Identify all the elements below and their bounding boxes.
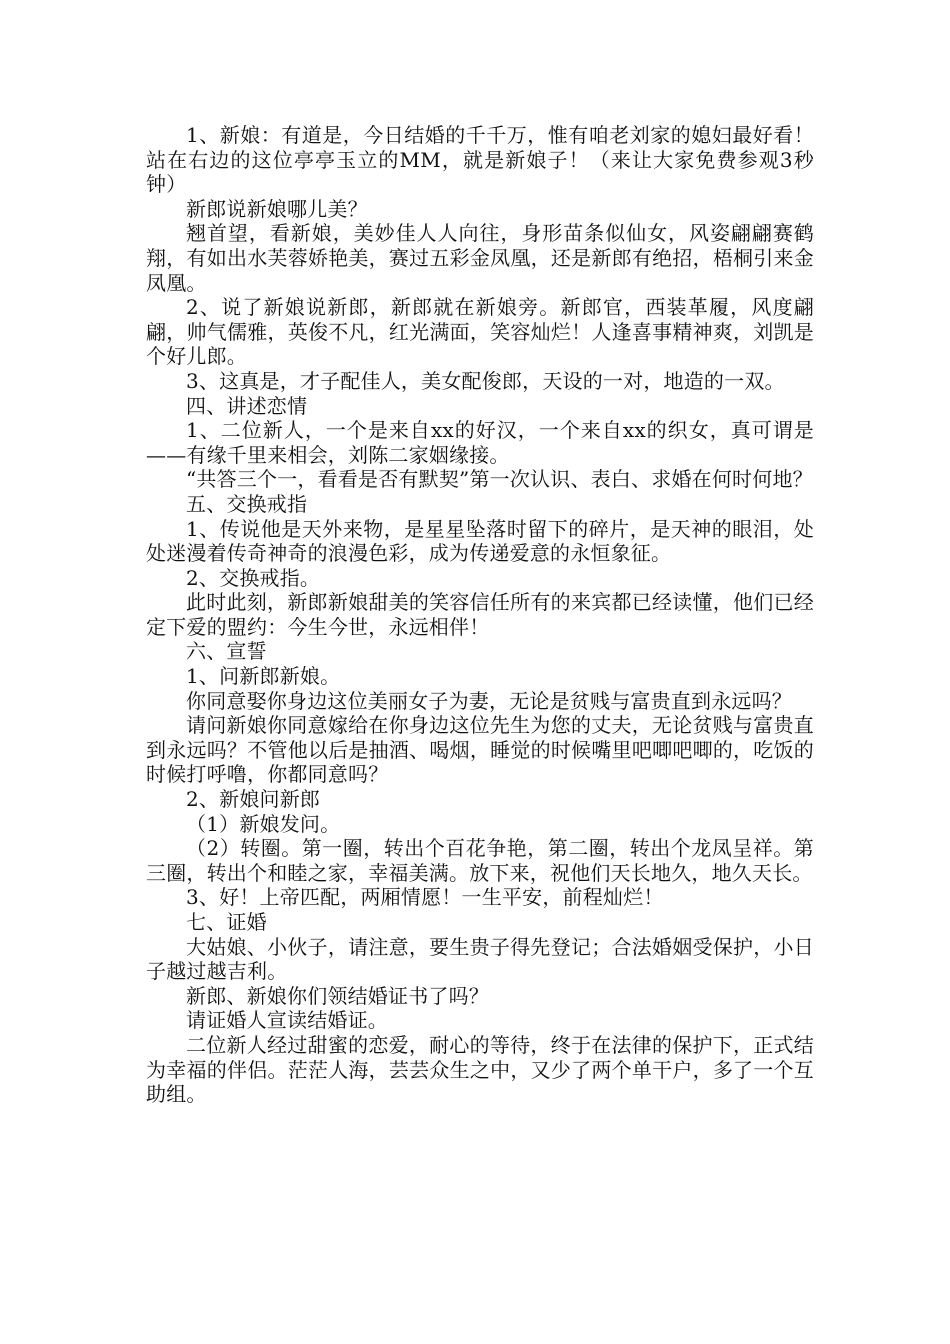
paragraph: 大姑娘、小伙子，请注意，要生贵子得先登记；合法婚姻受保护，小日子越过越吉利。 [146,934,814,984]
paragraph: （1）新娘发问。 [186,811,341,836]
paragraph: 1、二位新人，一个是来自xx的好汉，一个来自xx的织女，真可谓是——有缘千里来相会，刘陈二家姻缘接。 [146,418,814,467]
paragraph: 新郎说新娘哪儿美？ [186,196,368,221]
paragraph: 此时此刻，新郎新娘甜美的笑容信任所有的来宾都已经读懂，他们已经定下爱的盟约：今生今世，永远相伴！ [146,590,814,639]
section-heading: 四、讲述恋情 [186,393,308,418]
paragraph: 2、说了新娘说新郎，新郎就在新娘旁。新郎官，西装革履，风度翩翩，帅气儒雅，英俊不凡，红光满面，笑容灿烂！人逢喜事精神爽，刘凯是个好儿郎。 [146,295,814,369]
paragraph: 2、新娘问新郎 [186,787,321,812]
document-body [146,123,814,1107]
paragraph: 你同意娶你身边这位美丽女子为妻，无论是贫贱与富贵直到永远吗？ [186,688,792,713]
section-heading: 五、交换戒指 [186,491,308,516]
paragraph: 1、问新郎新娘。 [186,664,341,689]
paragraph: 1、传说他是天外来物，是星星坠落时留下的碎片，是天神的眼泪，处处迷漫着传奇神奇的浪漫色彩，成为传递爱意的永恒象征。 [146,516,814,566]
paragraph: “共答三个一，看看是否有默契”第一次认识、表白、求婚在何时何地？ [186,467,813,492]
paragraph: 新郎、新娘你们领结婚证书了吗？ [186,983,489,1008]
paragraph: 请证婚人宣读结婚证。 [186,1008,388,1033]
paragraph: 2、交换戒指。 [186,565,321,590]
section-heading: 六、宣誓 [186,639,267,664]
paragraph: 翘首望，看新娘，美妙佳人人向往，身形苗条似仙女，风姿翩翩赛鹤翔，有如出水芙蓉娇艳美，赛过五彩金凤凰，还是新郎有绝招，梧桐引来金凤凰。 [146,221,814,295]
paragraph: 3、这真是，才子配佳人，美女配俊郎，天设的一对，地造的一双。 [186,368,785,393]
section-heading: 七、证婚 [186,910,267,934]
paragraph: （2）转圈。第一圈，转出个百花争艳，第二圈，转出个龙凤呈祥。第三圈，转出个和睦之家，幸福美满。放下来，祝他们天长地久，地久天长。 [146,836,814,885]
paragraph: 二位新人经过甜蜜的恋爱，耐心的等待，终于在法律的保护下，正式结为幸福的伴侣。茫茫人海，芸芸众生之中，又少了两个单干户，多了一个互助组。 [146,1032,814,1107]
paragraph: 请问新娘你同意嫁给在你身边这位先生为您的丈夫，无论贫贱与富贵直到永远吗？不管他以后是抽酒、喝烟，睡觉的时候嘴里吧唧吧唧的，吃饭的时候打呼噜，你都同意吗？ [146,713,814,787]
paragraph: 3、好！上帝匹配，两厢情愿！一生平安，前程灿烂！ [186,885,664,910]
paragraph: 1、新娘：有道是，今日结婚的千千万，惟有咱老刘家的媳妇最好看！站在右边的这位亭亭玉立的MM，就是新娘子！（来让大家免费参观3秒钟） [146,123,814,197]
